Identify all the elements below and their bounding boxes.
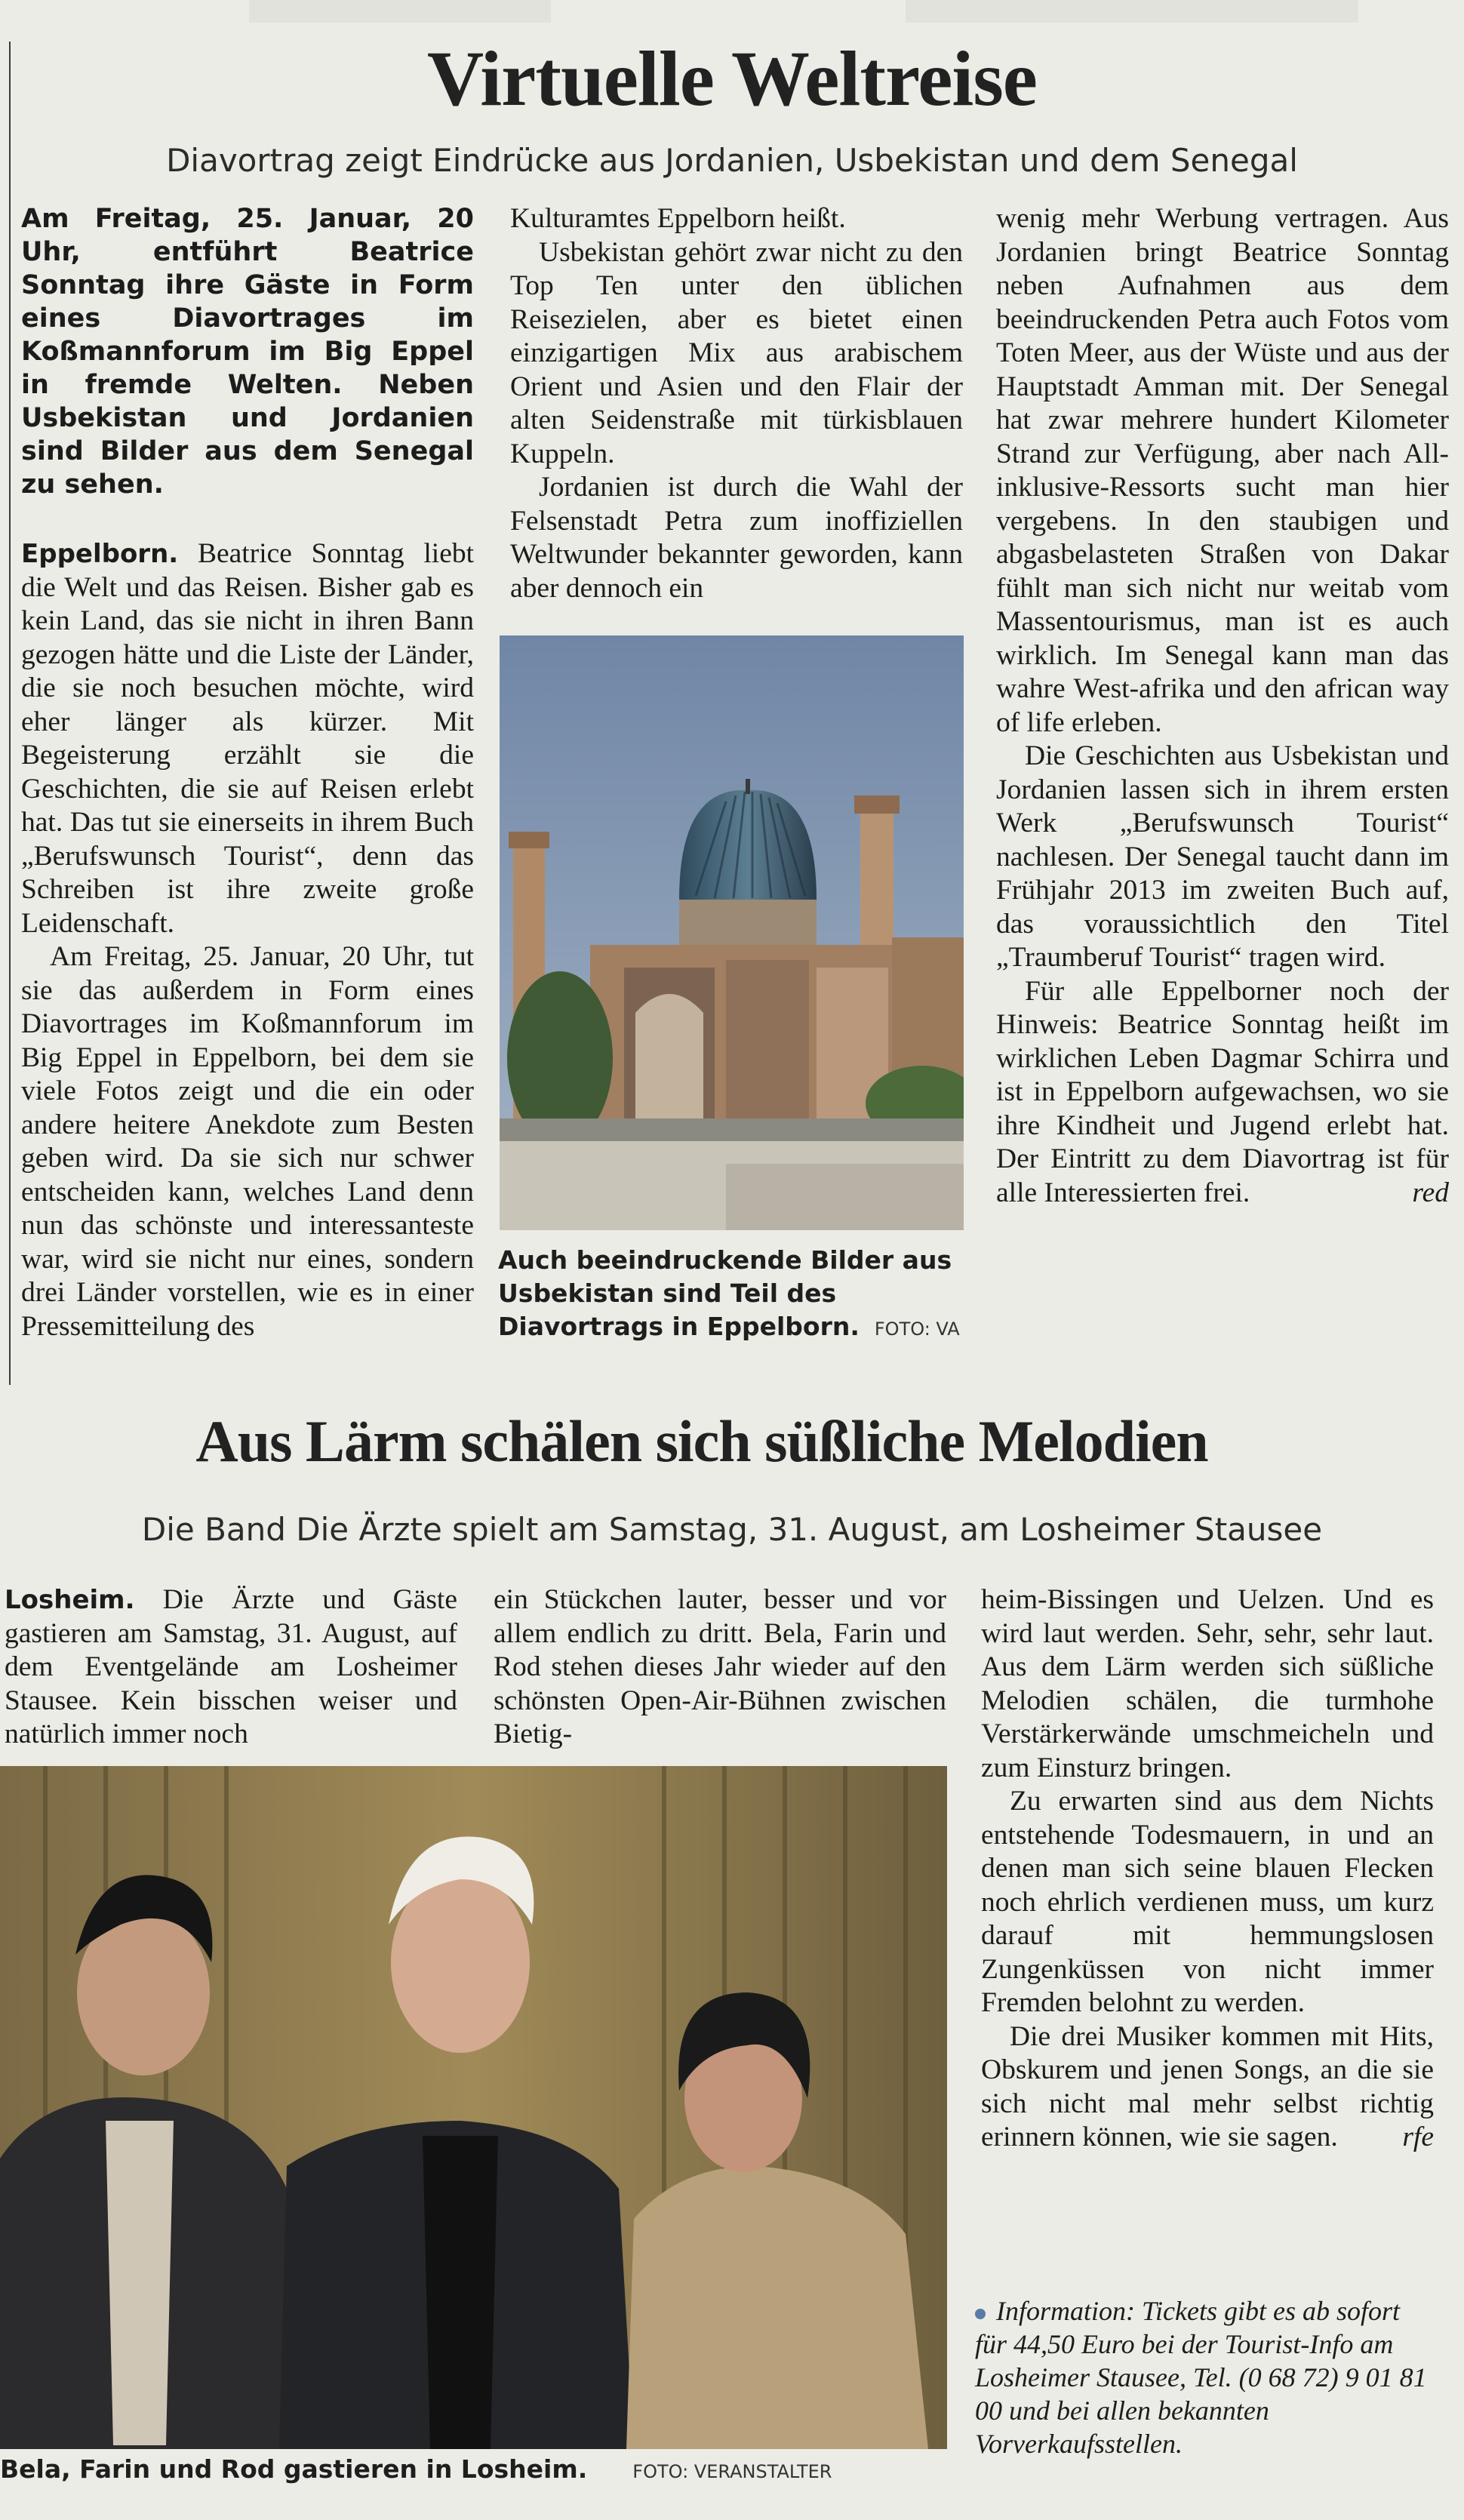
article1-lead: Am Freitag, 25. Januar, 20 Uhr, entführt Beatrice Sonntag ihre Gäste in Form eines Diavortrages im Koßmannforum im Big Eppel in fremde Welten. Neben Usbekistan und Jordanien sind Bilder aus dem Senegal zu sehen. <box>21 204 474 500</box>
article1-dateline: Eppelborn. <box>21 539 179 569</box>
caption-text: Auch beeindruckende Bilder aus Usbekistan sind Teil des Diavortrags in Eppelborn. <box>498 1245 952 1341</box>
article1-paragraph: Die Geschichten aus Usbekistan und Jordanien lassen sich in ihrem ersten Werk „Berufswunsch Tourist“ nachlesen. Der Senegal taucht dann im Frühjahr 2013 im zweiten Buch auf, das voraussichtlich den Titel „Traumberuf Tourist“ tragen wird. <box>996 740 1449 973</box>
article2-headline: Aus Lärm schälen sich süßliche Melodien <box>195 1408 1208 1474</box>
article2-photo-caption <box>0 2453 951 2488</box>
article1-paragraph: wenig mehr Werbung vertragen. Aus Jordanien bringt Beatrice Sonntag neben Aufnahmen aus dem beeindruckenden Petra auch Fotos vom Toten Meer, aus der Wüste und aus der Hauptstadt Amman mit. Der Senegal hat zwar mehrere hundert Kilometer Strand zur Verfügung, aber nach All-inklusive-Ressorts sucht man hier vergebens. In den staubigen und abgasbelasteten Straßen von Dakar fühlt man sich nicht nur weitab vom Massentourismus, man ist es auch wirklich. Im Senegal kann man das wahre West-afrika und den african way of life erleben. <box>996 203 1449 738</box>
adjacent-page-fragment <box>906 0 1358 23</box>
article1-paragraph: Beatrice Sonntag liebt die Welt und das Reisen. Bisher gab es kein Land, das sie nicht in ihren Bann gezogen hätte und die Liste der Länder, die sie noch besuchen möchte, wird eher länger als kürzer. Mit Begeisterung erzählt sie die Geschichten, die sie auf Reisen erlebt hat. Das tut sie einerseits in ihrem Buch „Berufswunsch Tourist“, denn das Schreiben ist ihre zweite große Leidenschaft. <box>21 538 475 939</box>
article2-column-1 <box>5 1583 457 1752</box>
article2-paragraph: ein Stückchen lauter, besser und vor allem endlich zu dritt. Bela, Farin und Rod stehen dieses Jahr wieder auf den schönsten Open-Air-Bühnen zwischen Bietig- <box>494 1584 946 1749</box>
column-rule <box>9 42 11 1385</box>
band-photo-illustration <box>0 1766 947 2449</box>
article1-paragraph: Für alle Eppelborner noch der Hinweis: Beatrice Sonntag heißt im wirklichen Leben Dagmar Schirra und ist in Eppelborn aufgewachsen, wo sie ihre Kindheit und Jugend erlebt hat. Der Eintritt zu dem Diavortrag ist für alle Interessierten frei. <box>996 975 1449 1208</box>
mausoleum-illustration <box>500 635 964 1230</box>
photo-credit: FOTO: VA <box>874 1318 960 1340</box>
caption-text: Bela, Farin und Rod gastieren in Losheim. <box>0 2454 588 2484</box>
article1-column-3 <box>996 202 1449 1210</box>
article1-photo-caption <box>498 1244 966 1346</box>
article2-dateline: Losheim. <box>5 1585 135 1615</box>
article2-paragraph: heim-Bissingen und Uelzen. Und es wird laut werden. Sehr, sehr, sehr laut. Aus dem Lärm werden sich süßliche Melodien schälen, die turmhohe Verstärkerwände umschmeicheln und zum Einsturz bringen. <box>981 1584 1434 1783</box>
article1-headline: Virtuelle Weltreise <box>427 35 1037 122</box>
author-signature: rfe <box>1402 2122 1434 2152</box>
article1-paragraph: Usbekistan gehört zwar nicht zu den Top Ten unter den üblichen Reisezielen, aber es bietet einen einzigartigen Mix aus arabischem Orient und Asien und den Flair der alten Seidenstraße mit türkisblauen Kuppeln. <box>510 236 963 469</box>
article2-column-2 <box>494 1583 946 1752</box>
article1-column-1 <box>21 202 474 1343</box>
article1-paragraph: Jordanien ist durch die Wahl der Felsenstadt Petra zum inoffiziellen Weltwunder bekannter geworden, kann aber dennoch ein <box>510 472 963 604</box>
article2-paragraph: Die Ärzte und Gäste gastieren am Samstag, 31. August, auf dem Eventgelände am Losheimer Stausee. Kein bisschen weiser und natürlich immer noch <box>5 1584 457 1749</box>
article1-photo-mausoleum <box>500 635 964 1230</box>
article2-photo-band <box>0 1766 947 2449</box>
ticket-info-text: Information: Tickets gibt es ab sofort für 44,50 Euro bei der Tourist-Info am Losheimer Stausee, Tel. (0 68 72) 9 01 81 00 und bei allen bekannten Vorverkaufsstellen. <box>975 2296 1427 2459</box>
ticket-info-box <box>975 2294 1428 2460</box>
article2-paragraph: Zu erwarten sind aus dem Nichts entstehende Todesmauern, in und an denen man sich seine blauen Flecken noch ehrlich verdienen muss, um kurz darauf mit hemmungslosen Zungenküssen von nicht immer Fremden belohnt zu werden. <box>981 1786 1434 2018</box>
article1-column-2 <box>510 202 963 605</box>
article1-paragraph: Kulturamtes Eppelborn heißt. <box>510 203 846 234</box>
author-signature: red <box>1412 1177 1449 1208</box>
article1-paragraph: Am Freitag, 25. Januar, 20 Uhr, tut sie das außerdem in Form eines Diavortrages im Koßmannforum im Big Eppel in Eppelborn, bei dem sie viele Fotos zeigt und die ein oder andere heitere Anekdote zum Besten geben wird. Da sie sich nur schwer entscheiden kann, welches Land denn nun das schönste und interessanteste war, wird sie nicht nur eines, sondern drei Länder vorstellen, wie es in einer Pressemitteilung des <box>21 941 474 1342</box>
bullet-icon <box>975 2309 986 2319</box>
article2-subheadline: Die Band Die Ärzte spielt am Samstag, 31. August, am Losheimer Stausee <box>141 1511 1323 1548</box>
adjacent-page-fragment <box>249 0 551 23</box>
photo-credit: FOTO: VERANSTALTER <box>632 2461 832 2482</box>
article1-subheadline: Diavortrag zeigt Eindrücke aus Jordanien, Usbekistan und dem Senegal <box>166 142 1298 179</box>
article2-column-3 <box>981 1583 1434 2155</box>
article2-paragraph: Die drei Musiker kommen mit Hits, Obskurem und jenen Songs, an die sie sich nicht mal mehr selbst richtig erinnern können, wie sie sagen. <box>981 2020 1434 2152</box>
